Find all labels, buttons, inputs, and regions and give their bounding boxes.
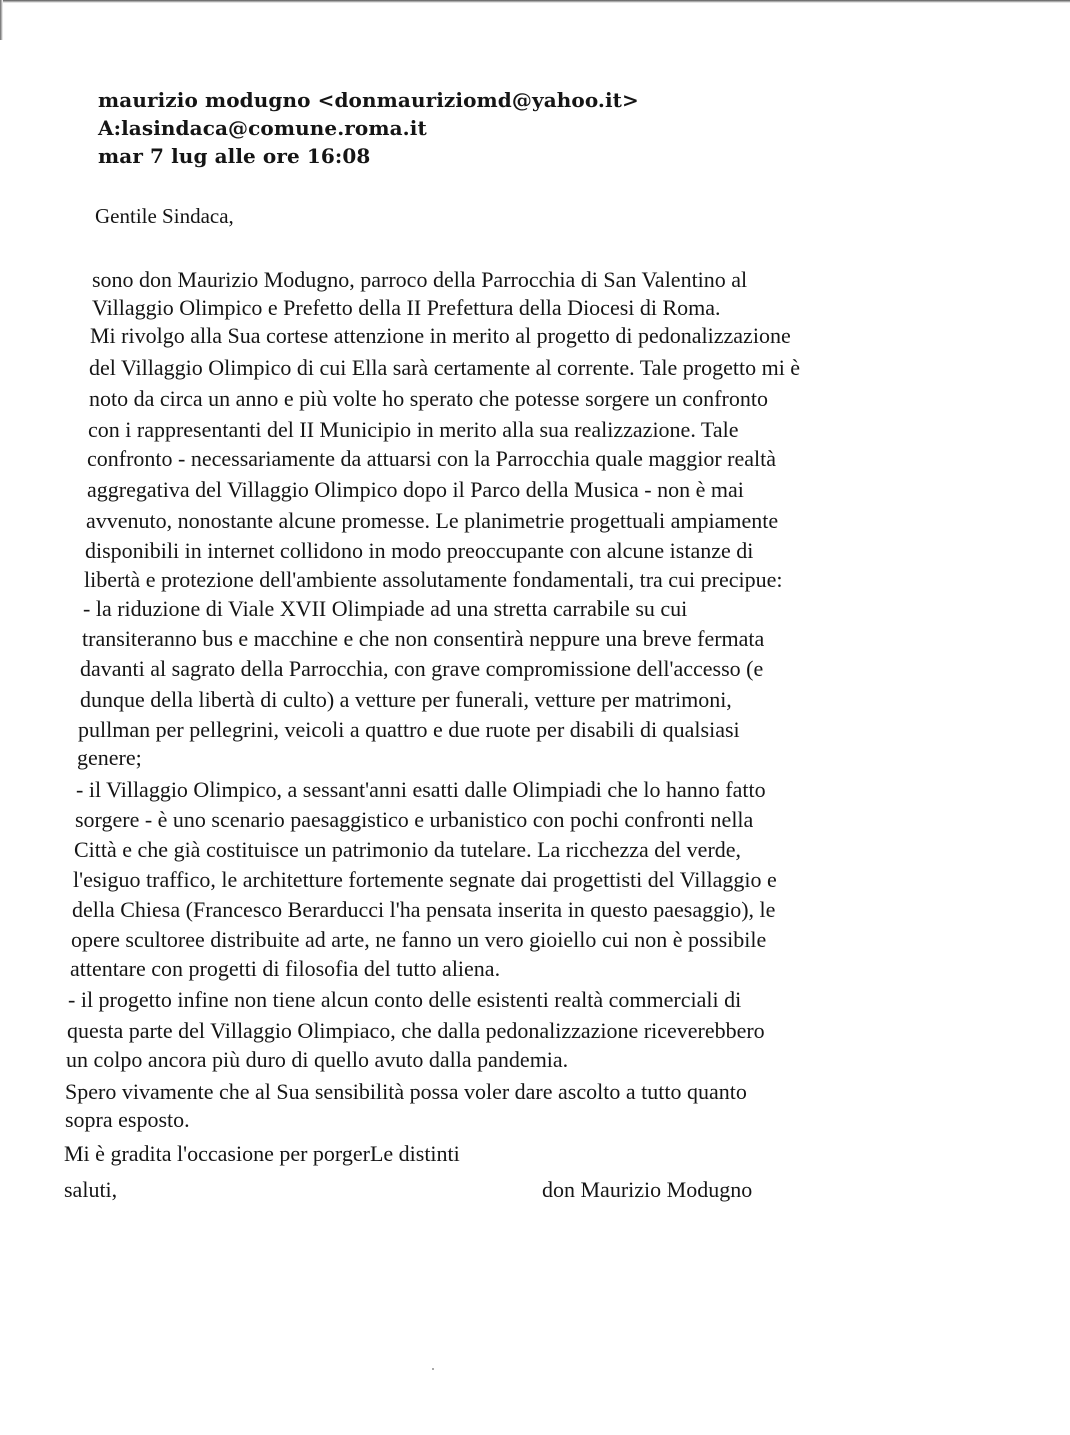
closing-salutation: saluti,	[64, 1177, 118, 1202]
body-line: Città e che già costituisce un patrimonio da tutelare. La ricchezza del verde,	[74, 837, 742, 862]
body-line: - il progetto infine non tiene alcun conto delle esistenti realtà commerciali di	[68, 987, 742, 1012]
body-line: del Villaggio Olimpico di cui Ella sarà certamente al corrente. Tale progetto mi è	[89, 355, 801, 380]
scan-speck	[432, 1368, 434, 1370]
date-line: mar 7 lug alle ore 16:08	[98, 144, 371, 168]
body-line: Villaggio Olimpico e Prefetto della II Prefettura della Diocesi di Roma.	[92, 295, 721, 320]
body-line: avvenuto, nonostante alcune promesse. Le planimetrie progettuali ampiamente	[86, 508, 779, 533]
body-line: questa parte del Villaggio Olimpiaco, che dalla pedonalizzazione riceverebbero	[67, 1018, 765, 1043]
body-line: attentare con progetti di filosofia del tutto aliena.	[70, 956, 501, 981]
body-line: transiteranno bus e macchine e che non consentirà neppure una breve fermata	[82, 626, 765, 651]
salutation: Gentile Sindaca,	[95, 204, 234, 228]
closing-line: Mi è gradita l'occasione per porgerLe distinti	[64, 1141, 460, 1166]
body-line: della Chiesa (Francesco Berarducci l'ha pensata inserita in questo paesaggio), le	[72, 897, 776, 922]
signature-name: don Maurizio Modugno	[542, 1177, 753, 1202]
body-line: aggregativa del Villaggio Olimpico dopo il Parco della Musica - non è mai	[87, 477, 744, 502]
body-line: dunque della libertà di culto) a vetture per funerali, vetture per matrimoni,	[80, 687, 732, 712]
sender-line: maurizio modugno <donmauriziomd@yahoo.it>	[98, 88, 639, 112]
body-line: un colpo ancora più duro di quello avuto dalla pandemia.	[66, 1047, 569, 1072]
scan-border-top	[0, 0, 1070, 3]
body-line: libertà e protezione dell'ambiente assolutamente fondamentali, tra cui precipue:	[84, 567, 783, 592]
body-line: - la riduzione di Viale XVII Olimpiade ad una stretta carrabile su cui	[83, 596, 688, 621]
body-line: sono don Maurizio Modugno, parroco della Parrocchia di San Valentino al	[92, 267, 748, 292]
body-line: Spero vivamente che al Sua sensibilità possa voler dare ascolto a tutto quanto	[65, 1079, 747, 1104]
body-line: disponibili in internet collidono in modo preoccupante con alcune istanze di	[85, 538, 754, 563]
body-line: con i rappresentanti del II Municipio in merito alla sua realizzazione. Tale	[88, 417, 739, 442]
recipient-line: A:lasindaca@comune.roma.it	[98, 116, 427, 140]
body-line: genere;	[77, 745, 142, 770]
body-line: noto da circa un anno e più volte ho sperato che potesse sorgere un confronto	[89, 386, 768, 411]
body-line: sorgere - è uno scenario paesaggistico e urbanistico con pochi confronti nella	[75, 807, 754, 832]
body-line: Mi rivolgo alla Sua cortese attenzione in merito al progetto di pedonalizzazione	[90, 323, 791, 348]
body-line: - il Villaggio Olimpico, a sessant'anni esatti dalle Olimpiadi che lo hanno fatto	[76, 777, 766, 802]
body-line: pullman per pellegrini, veicoli a quattro e due ruote per disabili di qualsiasi	[78, 717, 740, 742]
body-line: davanti al sagrato della Parrocchia, con grave compromissione dell'accesso (e	[80, 656, 764, 681]
body-line: l'esiguo traffico, le architetture fortemente segnate dai progettisti del Villaggio e	[73, 867, 777, 892]
scan-border-left	[0, 0, 3, 40]
body-line: sopra esposto.	[65, 1107, 190, 1132]
body-line: confronto - necessariamente da attuarsi con la Parrocchia quale maggior realtà	[87, 446, 777, 471]
body-line: opere scultoree distribuite ad arte, ne fanno un vero gioiello cui non è possibile	[71, 927, 767, 952]
email-header	[98, 86, 639, 170]
